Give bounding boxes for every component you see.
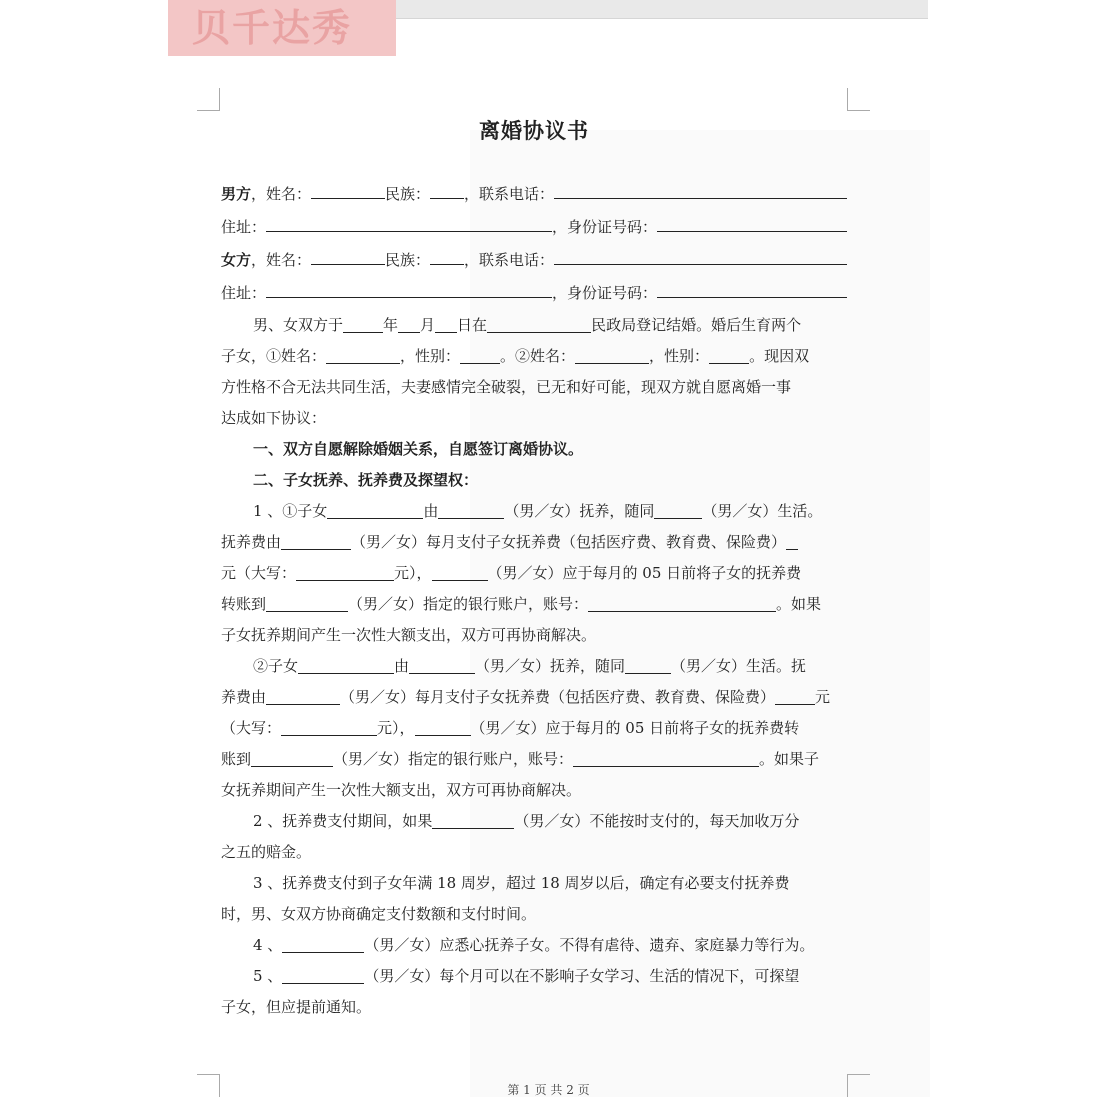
c2-transferer-blank[interactable]	[415, 715, 471, 736]
c1-account-blank[interactable]	[588, 591, 776, 612]
child2-gender-blank[interactable]	[709, 343, 749, 364]
female-phone-blank[interactable]	[554, 244, 847, 265]
male-info-line: 男方 ，姓名： 民族： ，联系电话：	[221, 178, 847, 211]
male-nation-blank[interactable]	[430, 178, 464, 199]
page-footer: 第 1 页 共 2 页	[507, 1083, 590, 1097]
clause6-line-2: 子女，但应提前通知。	[221, 998, 372, 1016]
child2-name-blank[interactable]	[575, 343, 649, 364]
clause1-line-1: 1 、①子女 由 （男／女）抚养，随同 （男／女）生活。	[221, 496, 847, 527]
c2-raiser-blank[interactable]	[409, 653, 475, 674]
c2-account-owner-blank[interactable]	[251, 746, 333, 767]
clause4-line-1: 3 、抚养费支付到子女年满 18 周岁，超过 18 周岁以后，确定有必要支付抚养费	[253, 874, 790, 892]
clause2-line-4: 账到 （男／女）指定的银行账户，账号： 。如果子	[221, 744, 847, 775]
c1-payer-blank[interactable]	[281, 529, 351, 550]
female-info-line: 女方 ，姓名： 民族： ，联系电话：	[221, 244, 847, 277]
c2-child-blank[interactable]	[298, 653, 394, 674]
c1-transferer-blank[interactable]	[432, 560, 488, 581]
intro-line-4: 达成如下协议：	[221, 409, 327, 427]
clause1-line-5: 子女抚养期间产生一次性大额支出，双方可再协商解决。	[221, 626, 597, 644]
clause3-line-1: 2 、抚养费支付期间，如果 （男／女）不能按时支付的，每天加收万分	[221, 806, 847, 837]
document-page	[221, 100, 847, 1023]
male-phone-blank[interactable]	[554, 178, 847, 199]
clause2-line-1: ②子女 由 （男／女）抚养，随同 （男／女）生活。抚	[221, 651, 847, 682]
intro-line-3: 方性格不合无法共同生活，夫妻感情完全破裂，已无和好可能，现双方就自愿离婚一事	[221, 378, 792, 396]
clause4-line-2: 时，男、女双方协商确定支付数额和支付时间。	[221, 905, 537, 923]
clause2-line-2: 养费由 （男／女）每月支付子女抚养费（包括医疗费、教育费、保险费） 元	[221, 682, 847, 713]
crop-mark-top-left	[197, 88, 220, 111]
male-name-blank[interactable]	[311, 178, 385, 199]
female-address-blank[interactable]	[266, 277, 552, 298]
registry-blank[interactable]	[487, 312, 591, 333]
day-blank[interactable]	[435, 312, 457, 333]
watermark-logo: 贝千达秀	[168, 0, 396, 56]
c2-account-blank[interactable]	[573, 746, 759, 767]
male-address-line: 住址： ，身份证号码：	[221, 211, 847, 244]
child1-name-blank[interactable]	[326, 343, 400, 364]
c3-payer-blank[interactable]	[432, 808, 514, 829]
intro-line-1: 男、女双方于 年 月 日在 民政局登记结婚。婚后生育两个	[221, 310, 847, 341]
clause1-line-2: 抚养费由 （男／女）每月支付子女抚养费（包括医疗费、教育费、保险费）	[221, 527, 847, 558]
c1-amount-blank[interactable]	[786, 529, 798, 550]
document-title: 离婚协议书	[479, 118, 589, 143]
c1-child-blank[interactable]	[327, 498, 423, 519]
female-name-blank[interactable]	[311, 244, 385, 265]
crop-mark-top-right	[847, 88, 870, 111]
heading-1: 一、双方自愿解除婚姻关系，自愿签订离婚协议。	[253, 440, 584, 458]
month-blank[interactable]	[398, 312, 420, 333]
c2-live-blank[interactable]	[625, 653, 671, 674]
c1-live-blank[interactable]	[654, 498, 702, 519]
c2-payer-blank[interactable]	[266, 684, 340, 705]
child1-gender-blank[interactable]	[460, 343, 500, 364]
clause2-line-5: 女抚养期间产生一次性大额支出，双方可再协商解决。	[221, 781, 582, 799]
c1-account-owner-blank[interactable]	[266, 591, 348, 612]
year-blank[interactable]	[343, 312, 383, 333]
c1-raiser-blank[interactable]	[438, 498, 504, 519]
clause6-line-1: 5 、 （男／女）每个月可以在不影响子女学习、生活的情况下，可探望	[221, 961, 847, 992]
clause1-line-4: 转账到 （男／女）指定的银行账户，账号： 。如果	[221, 589, 847, 620]
female-id-blank[interactable]	[657, 277, 847, 298]
male-id-blank[interactable]	[657, 211, 847, 232]
female-address-line: 住址： ，身份证号码：	[221, 277, 847, 310]
clause2-line-3: （大写： 元）， （男／女）应于每月的 05 日前将子女的抚养费转	[221, 713, 847, 744]
c1-capital-blank[interactable]	[296, 560, 394, 581]
male-address-blank[interactable]	[266, 211, 552, 232]
female-nation-blank[interactable]	[430, 244, 464, 265]
clause3-line-2: 之五的赔金。	[221, 843, 312, 861]
intro-line-2: 子女，①姓名： ，性别： 。②姓名： ，性别： 。现因双	[221, 341, 847, 372]
c5-raiser-blank[interactable]	[282, 932, 364, 953]
c6-visitor-blank[interactable]	[282, 963, 364, 984]
clause5-line-1: 4 、 （男／女）应悉心抚养子女。不得有虐待、遗弃、家庭暴力等行为。	[221, 930, 847, 961]
c2-capital-blank[interactable]	[281, 715, 377, 736]
clause1-line-3: 元（大写： 元）， （男／女）应于每月的 05 日前将子女的抚养费	[221, 558, 847, 589]
heading-2: 二、子女抚养、抚养费及探望权：	[253, 471, 479, 489]
c2-amount-blank[interactable]	[775, 684, 815, 705]
